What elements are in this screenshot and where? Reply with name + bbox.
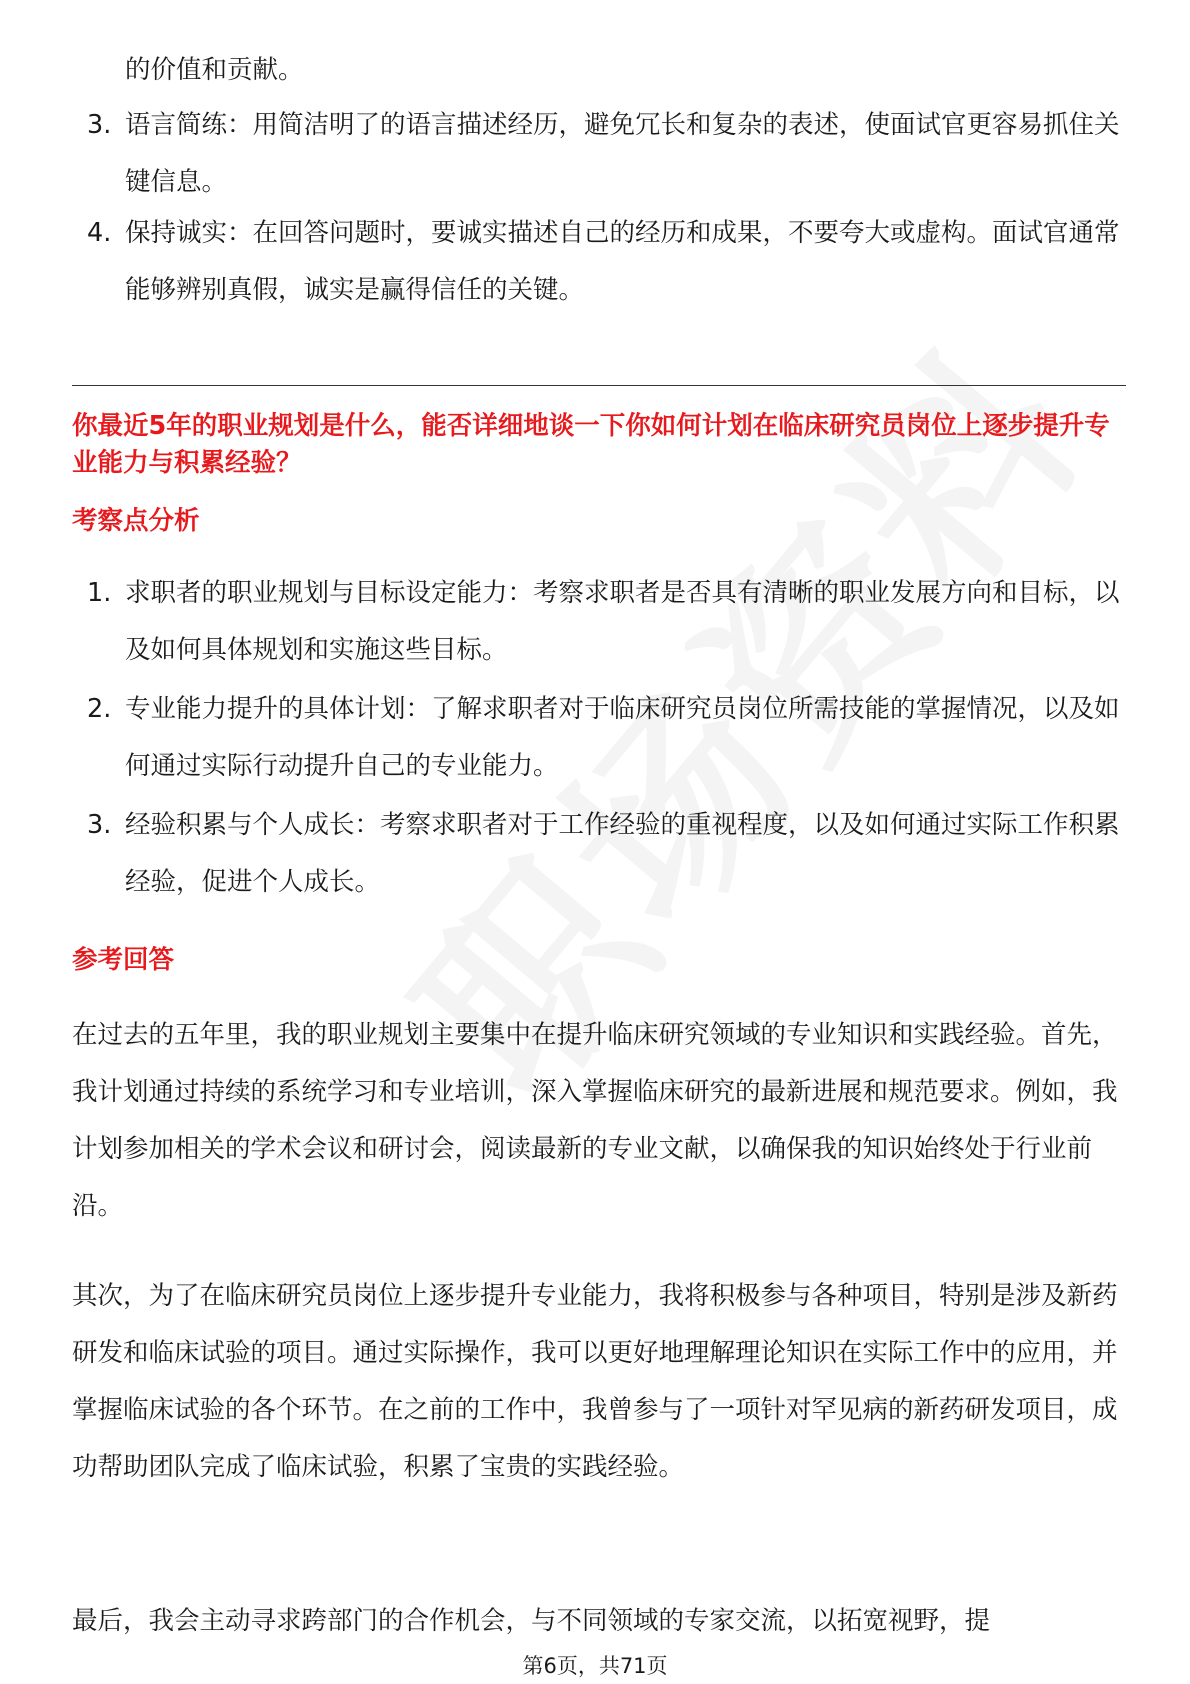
question-title: 你最近5年的职业规划是什么，能否详细地谈一下你如何计划在临床研究员岗位上逐步提升专业能力与积累经验？ xyxy=(72,411,1110,478)
list-text: 专业能力提升的具体计划：了解求职者对于临床研究员岗位所需技能的掌握情况，以及如何通过实际行动提升自己的专业能力。 xyxy=(125,694,1120,781)
page-number-footer: 第6页，共71页 xyxy=(522,1654,668,1678)
list-text: 保持诚实：在回答问题时，要诚实描述自己的经历和成果，不要夸大或虚构。面试官通常能够辨别真假，诚实是赢得信任的关键。 xyxy=(125,218,1120,305)
list-text: 语言简练：用简洁明了的语言描述经历，避免冗长和复杂的表述，使面试官更容易抓住关键信息。 xyxy=(125,110,1120,197)
section-divider xyxy=(72,385,1126,386)
answer-paragraph: 最后，我会主动寻求跨部门的合作机会，与不同领域的专家交流，以拓宽视野，提 xyxy=(72,1606,991,1636)
list-text: 经验积累与个人成长：考察求职者对于工作经验的重视程度，以及如何通过实际工作积累经验，促进个人成长。 xyxy=(125,810,1120,897)
list-text: 求职者的职业规划与目标设定能力：考察求职者是否具有清晰的职业发展方向和目标，以及如何具体规划和实施这些目标。 xyxy=(125,578,1120,665)
list-continuation: 的价值和贡献。 xyxy=(125,55,304,85)
list-number: 4. xyxy=(87,218,112,248)
answer-paragraph: 其次，为了在临床研究员岗位上逐步提升专业能力，我将积极参与各种项目，特别是涉及新药研发和临床试验的项目。通过实际操作，我可以更好地理解理论知识在实际工作中的应用，并掌握临床试验的各个环节。在之前的工作中，我曾参与了一项针对罕见病的新药研发项目，成功帮助团队完成了临床试验，积累了宝贵的实践经验。 xyxy=(72,1281,1118,1482)
list-number: 3. xyxy=(87,110,112,140)
answer-paragraph: 在过去的五年里，我的职业规划主要集中在提升临床研究领域的专业知识和实践经验。首先，我计划通过持续的系统学习和专业培训，深入掌握临床研究的最新进展和规范要求。例如，我计划参加相关的学术会议和研讨会，阅读最新的专业文献，以确保我的知识始终处于行业前沿。 xyxy=(72,1020,1118,1221)
list-number: 2. xyxy=(87,694,112,724)
answer-heading: 参考回答 xyxy=(72,945,175,975)
list-number: 1. xyxy=(87,578,112,608)
analysis-heading: 考察点分析 xyxy=(72,506,200,536)
list-number: 3. xyxy=(87,810,112,840)
